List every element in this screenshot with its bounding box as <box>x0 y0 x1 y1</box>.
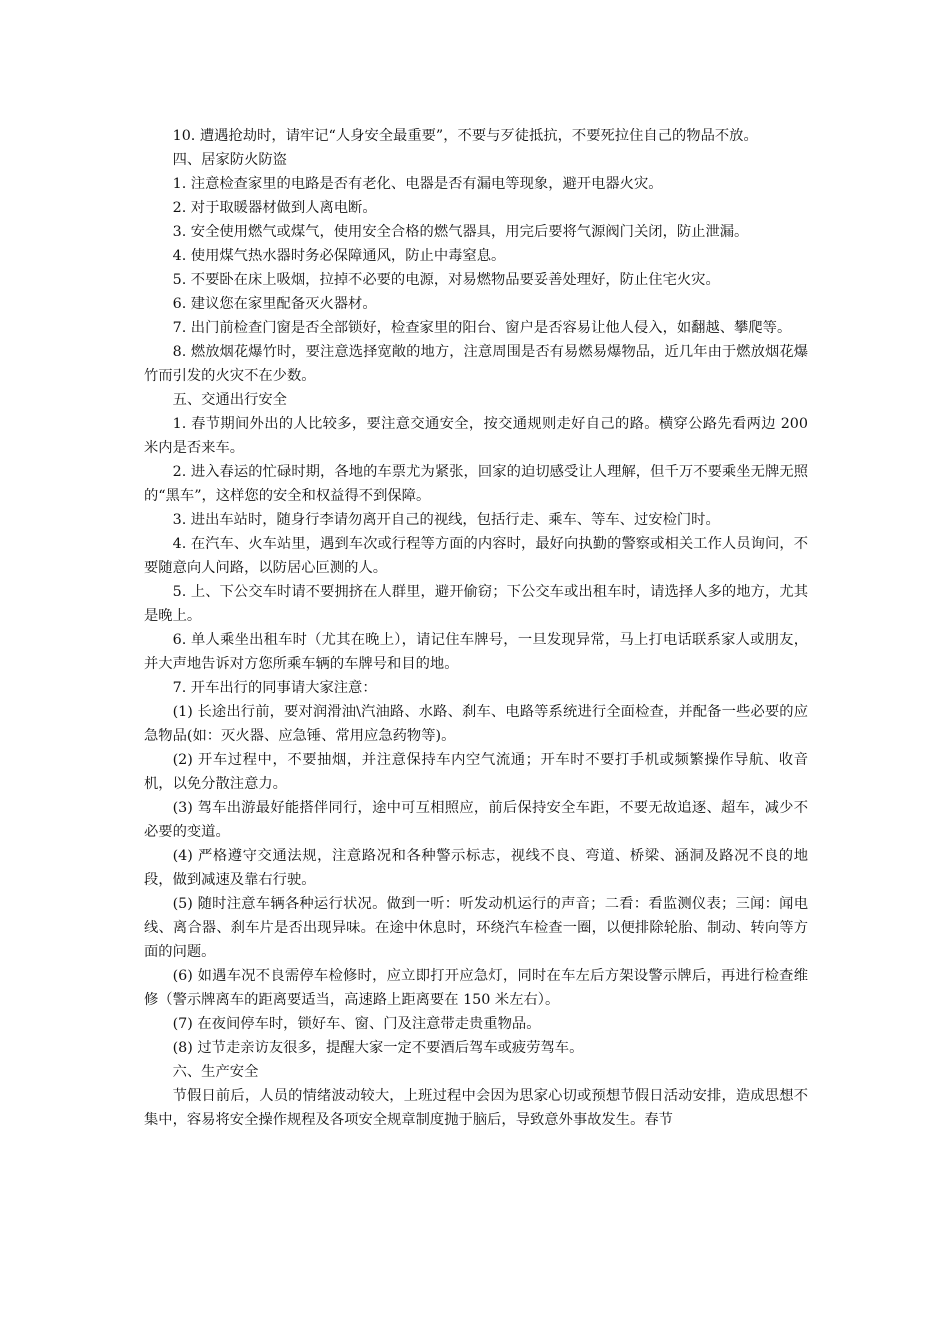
paragraph: 5. 上、下公交车时请不要拥挤在人群里，避开偷窃；下公交车或出租车时，请选择人多的地方，尤其是晚上。 <box>144 584 808 624</box>
paragraph: 2. 对于取暖器材做到人离电断。 <box>172 200 377 216</box>
paragraph: 6. 建议您在家里配备灭火器材。 <box>172 296 377 312</box>
document-page <box>144 124 808 1132</box>
paragraph: 4. 使用煤气热水器时务必保障通风，防止中毒窒息。 <box>172 248 506 264</box>
paragraph: 1. 春节期间外出的人比较多，要注意交通安全，按交通规则走好自己的路。横穿公路先看两边 200 米内是否来车。 <box>144 416 808 456</box>
section-heading: 六、生产安全 <box>172 1064 259 1080</box>
paragraph: (3) 驾车出游最好能搭伴同行，途中可互相照应，前后保持安全车距，不要无故追逐、超车，减少不必要的变道。 <box>144 800 808 840</box>
paragraph: (2) 开车过程中，不要抽烟，并注意保持车内空气流通；开车时不要打手机或频繁操作导航、收音机，以免分散注意力。 <box>144 752 808 792</box>
paragraph: 6. 单人乘坐出租车时（尤其在晚上），请记住车牌号，一旦发现异常，马上打电话联系家人或朋友，并大声地告诉对方您所乘车辆的车牌号和目的地。 <box>144 632 808 672</box>
section-heading: 五、交通出行安全 <box>172 392 287 408</box>
paragraph: 5. 不要卧在床上吸烟，拉掉不必要的电源，对易燃物品要妥善处理好，防止住宅火灾。 <box>172 272 720 288</box>
paragraph: (8) 过节走亲访友很多，提醒大家一定不要酒后驾车或疲劳驾车。 <box>172 1040 584 1056</box>
section-heading: 四、居家防火防盗 <box>172 152 287 168</box>
paragraph: 3. 安全使用燃气或煤气，使用安全合格的燃气器具，用完后要将气源阀门关闭，防止泄漏。 <box>172 224 749 240</box>
paragraph: 2. 进入春运的忙碌时期，各地的车票尤为紧张，回家的迫切感受让人理解，但千万不要乘坐无牌无照的“黑车”，这样您的安全和权益得不到保障。 <box>144 464 808 504</box>
paragraph: (4) 严格遵守交通法规，注意路况和各种警示标志，视线不良、弯道、桥梁、涵洞及路况不良的地段，做到减速及靠右行驶。 <box>144 848 808 888</box>
paragraph: 7. 开车出行的同事请大家注意： <box>172 680 377 696</box>
paragraph: 4. 在汽车、火车站里，遇到车次或行程等方面的内容时，最好向执勤的警察或相关工作人员询问，不要随意向人问路，以防居心叵测的人。 <box>144 536 808 576</box>
paragraph: (7) 在夜间停车时，锁好车、窗、门及注意带走贵重物品。 <box>172 1016 541 1032</box>
paragraph: 1. 注意检查家里的电路是否有老化、电器是否有漏电等现象，避开电器火灾。 <box>172 176 663 192</box>
paragraph: 3. 进出车站时，随身行李请勿离开自己的视线，包括行走、乘车、等车、过安检门时。 <box>172 512 720 528</box>
paragraph: (6) 如遇车况不良需停车检修时，应立即打开应急灯，同时在车左后方架设警示牌后，再进行检查维修（警示牌离车的距离要适当，高速路上距离要在 150 米左右）。 <box>144 968 808 1008</box>
paragraph: 7. 出门前检查门窗是否全部锁好，检查家里的阳台、窗户是否容易让他人侵入，如翻越、攀爬等。 <box>172 320 792 336</box>
paragraph: 8. 燃放烟花爆竹时，要注意选择宽敞的地方，注意周围是否有易燃易爆物品，近几年由于燃放烟花爆竹而引发的火灾不在少数。 <box>144 344 808 384</box>
paragraph: (5) 随时注意车辆各种运行状况。做到一听：听发动机运行的声音；二看：看监测仪表；三闻：闻电线、离合器、刹车片是否出现异味。在途中休息时，环绕汽车检查一圈，以便排除轮胎、制动、转向等方面的问题。 <box>144 896 808 960</box>
paragraph: (1) 长途出行前，要对润滑油\汽油路、水路、刹车、电路等系统进行全面检查，并配备一些必要的应急物品(如：灭火器、应急锤、常用应急药物等)。 <box>144 704 808 744</box>
paragraph: 节假日前后，人员的情绪波动较大，上班过程中会因为思家心切或预想节假日活动安排，造成思想不集中，容易将安全操作规程及各项安全规章制度抛于脑后，导致意外事故发生。春节 <box>144 1088 808 1128</box>
paragraph: 10. 遭遇抢劫时，请牢记“人身安全最重要”，不要与歹徒抵抗，不要死拉住自己的物品不放。 <box>172 128 758 144</box>
